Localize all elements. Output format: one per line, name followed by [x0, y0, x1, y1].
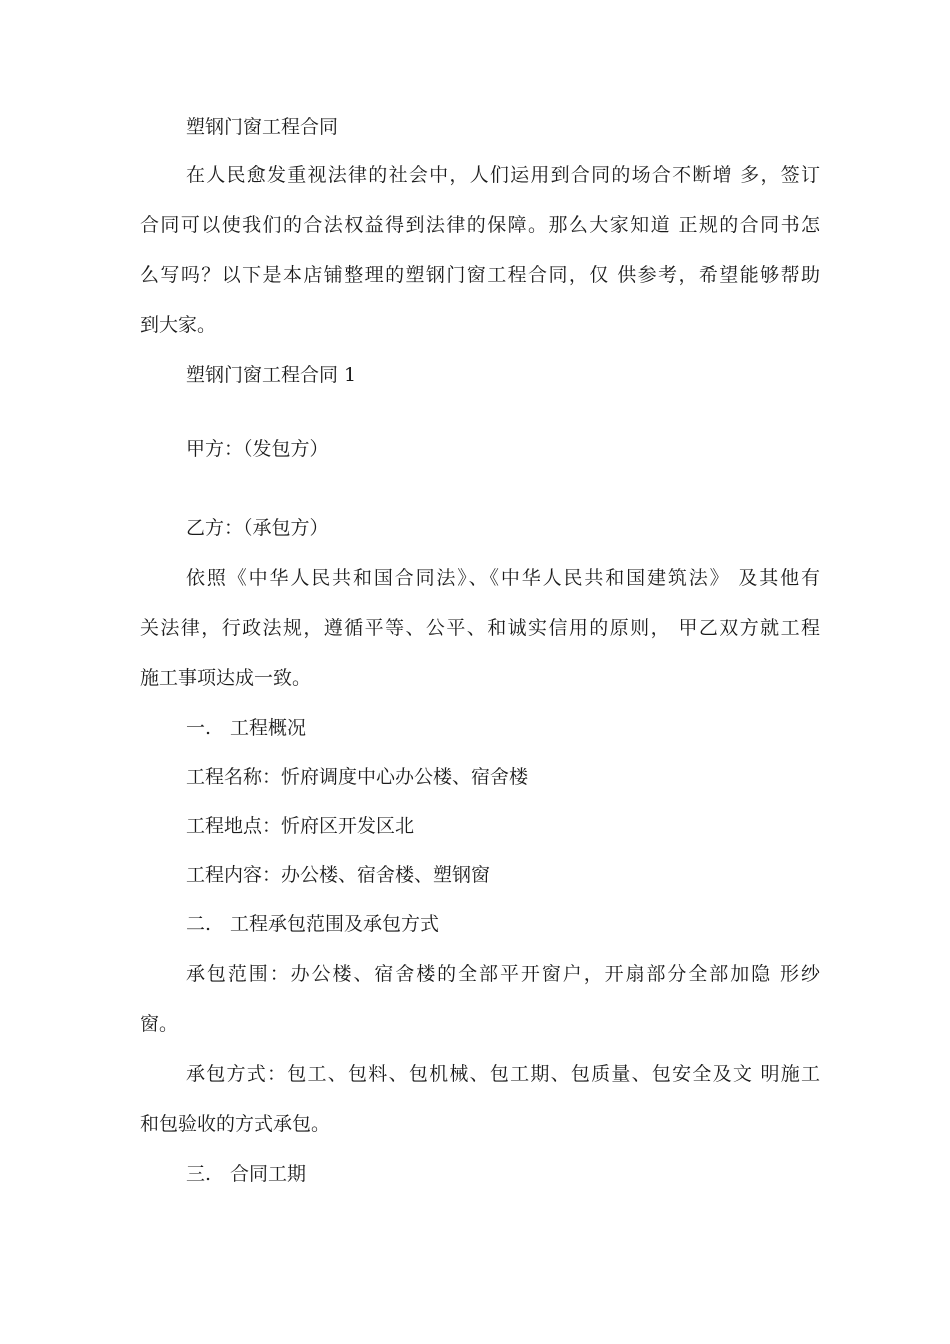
scope-line-1: 承包范围：办公楼、宿舍楼的全部平开窗户，开扇部分全部加隐 形纱 [186, 963, 820, 985]
project-name: 工程名称：忻府调度中心办公楼、宿舍楼 [186, 766, 529, 788]
section-1-heading: 一. 工程概况 [186, 717, 307, 739]
basis-line-1: 依照《中华人民共和国合同法》、《中华人民共和国建筑法》 及其他有 [186, 567, 820, 589]
party-a: 甲方：（发包方） [186, 438, 329, 460]
basis-line-3: 施工事项达成一致。 [140, 667, 312, 689]
intro-line-2: 合同可以使我们的合法权益得到法律的保障。那么大家知道 正规的合同书怎 [140, 214, 820, 236]
intro-line-3: 么写吗？以下是本店铺整理的塑钢门窗工程合同，仅 供参考，希望能够帮助 [140, 264, 820, 286]
scope-line-2: 窗。 [140, 1013, 179, 1035]
document-title: 塑钢门窗工程合同 [186, 116, 339, 138]
project-location: 工程地点：忻府区开发区北 [186, 815, 415, 837]
party-b: 乙方：（承包方） [186, 517, 329, 539]
basis-line-2: 关法律，行政法规，遵循平等、公平、和诚实信用的原则， 甲乙双方就工程 [140, 617, 820, 639]
intro-line-1: 在人民愈发重视法律的社会中，人们运用到合同的场合不断增 多，签订 [186, 164, 820, 186]
method-line-2: 和包验收的方式承包。 [140, 1113, 331, 1135]
project-content: 工程内容：办公楼、宿舍楼、塑钢窗 [186, 864, 491, 886]
section-3-heading: 三. 合同工期 [186, 1163, 307, 1185]
intro-line-4: 到大家。 [140, 314, 217, 336]
method-line-1: 承包方式：包工、包料、包机械、包工期、包质量、包安全及文 明施工 [186, 1063, 820, 1085]
section-2-heading: 二. 工程承包范围及承包方式 [186, 913, 440, 935]
contract-title: 塑钢门窗工程合同 1 [186, 364, 357, 386]
